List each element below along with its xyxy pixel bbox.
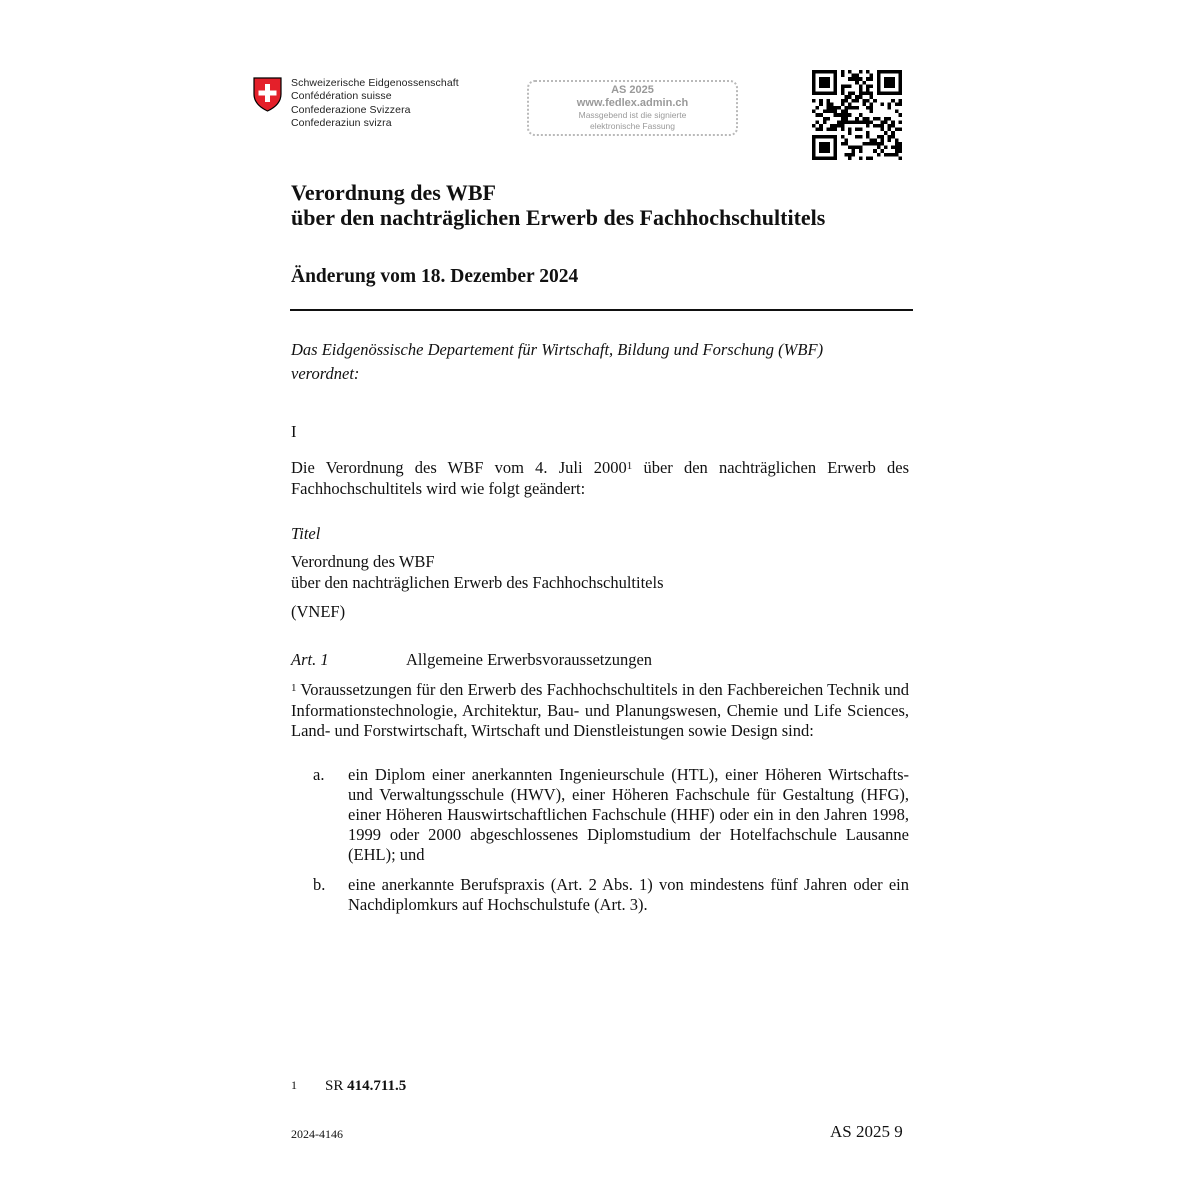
intro-text-start: Die Verordnung des WBF vom 4. Juli 2000 xyxy=(291,458,627,477)
footnote-prefix: SR xyxy=(325,1078,348,1094)
preamble-line-1: Das Eidgenössische Departement für Wirtschaft, Bildung und Forschung (WBF) xyxy=(291,340,824,359)
abbreviation: (VNEF) xyxy=(291,602,346,621)
title-divider xyxy=(290,309,913,311)
confederation-name-it: Confederazione Svizzera xyxy=(291,103,411,116)
new-title-line-1: Verordnung des WBF xyxy=(291,552,435,571)
footnote-text xyxy=(325,1078,406,1095)
list-item-label: b. xyxy=(313,875,326,894)
article-title: Allgemeine Erwerbsvoraussetzungen xyxy=(406,650,653,669)
confederation-name-rm: Confederaziun svizra xyxy=(291,116,392,129)
stamp-website: www.fedlex.admin.ch xyxy=(576,97,689,109)
title-section-label: Titel xyxy=(291,524,321,543)
new-title xyxy=(291,551,909,593)
footnote-sr-number[interactable]: 414.711.5 xyxy=(347,1078,407,1094)
footnote-number: 1 xyxy=(291,1078,297,1092)
article-paragraph-1 xyxy=(291,678,909,742)
qr-code-icon xyxy=(812,70,902,160)
title-line-2: über den nachträglichen Erwerb des Fachhochschultitels xyxy=(291,205,826,230)
article-number: Art. 1 xyxy=(291,650,329,669)
document-number: 2024-4146 xyxy=(291,1127,343,1141)
document-title xyxy=(291,180,825,230)
list-item-text: ein Diplom einer anerkannten Ingenieurschule (HTL), einer Höheren Wirtschafts- und Verwaltungsschule (HWV), einer Höheren Fachschule für Gestaltung (HFG), einer Höheren Hauswirtschaftlichen Fachschule (HHF) oder ein in den Jahren 1998, 1999 oder 2000 abgeschlossenes Diplomstudium der Hotelfachschule Lausanne (EHL); und xyxy=(348,765,909,864)
swiss-coat-of-arms-icon xyxy=(253,77,282,112)
footnote-reference[interactable]: 1 xyxy=(626,460,633,472)
stamp-note-line2: elektronische Fassung xyxy=(589,120,676,131)
title-line-1: Verordnung des WBF xyxy=(291,180,496,205)
paragraph-text: Voraussetzungen für den Erwerb des Fachhochschultitels in den Fachbereichen Technik und Informationstechnologie, Architektur, Bau- und Planungswesen, Chemie und Life Sciences, Land- und Forstwirtschaft, Wirtschaft und Dienstleistungen sowie Design sind: xyxy=(291,680,909,740)
paragraph-number: 1 xyxy=(291,682,297,694)
list-item-text: eine anerkannte Berufspraxis (Art. 2 Abs. 1) von mindestens fünf Jahren oder ein Nachdiplomkurs auf Hochschulstufe (Art. 3). xyxy=(348,875,909,914)
page-reference: AS 2025 9 xyxy=(830,1122,903,1141)
confederation-name-fr: Confédération suisse xyxy=(291,90,392,103)
stamp-note-line1: Massgebend ist die signierte xyxy=(578,110,687,120)
confederation-name-de: Schweizerische Eidgenossenschaft xyxy=(291,77,459,89)
new-title-line-2: über den nachträglichen Erwerb des Fachhochschultitels xyxy=(291,573,664,592)
official-publication-stamp xyxy=(527,80,738,136)
footnote xyxy=(291,1078,407,1098)
amendment-date: Änderung vom 18. Dezember 2024 xyxy=(291,266,579,287)
intro-paragraph xyxy=(291,456,909,499)
confederation-names xyxy=(291,77,459,130)
intro-text-end: über den nachträglichen Erwerb des Fachhochschultitels wird wie folgt geändert: xyxy=(291,458,909,498)
stamp-collection: AS 2025 xyxy=(611,84,654,96)
preamble xyxy=(291,338,909,386)
preamble-line-2: verordnet: xyxy=(291,364,360,383)
article-heading xyxy=(291,650,653,670)
section-number: I xyxy=(291,422,297,441)
list-item-label: a. xyxy=(313,765,325,784)
